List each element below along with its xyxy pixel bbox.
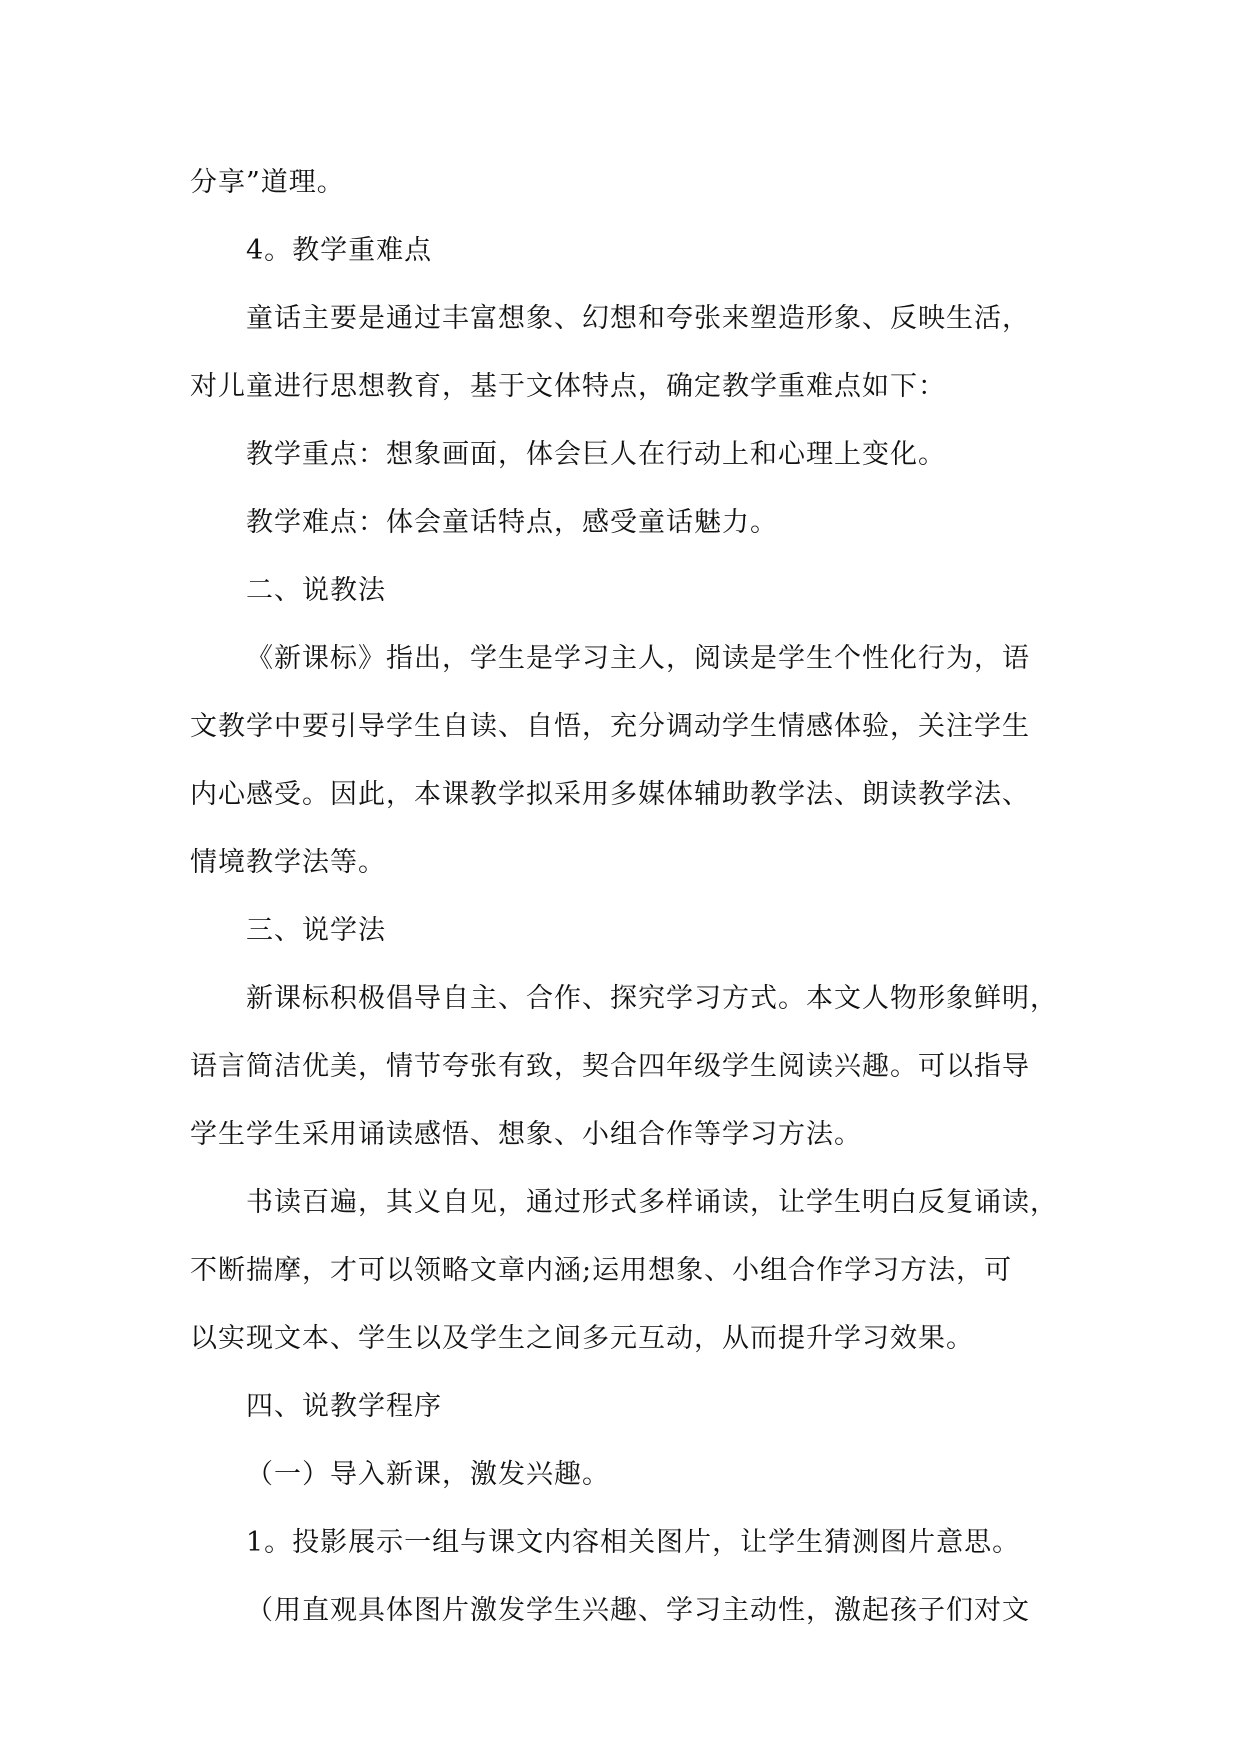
- text-line: 对儿童进行思想教育，基于文体特点，确定教学重难点如下：: [190, 371, 946, 402]
- text-line: 语言简洁优美，情节夸张有致，契合四年级学生阅读兴趣。可以指导: [190, 1051, 1030, 1082]
- text-line: （用直观具体图片激发学生兴趣、学习主动性，激起孩子们对文: [246, 1595, 1030, 1626]
- section-heading: 4。教学重难点: [246, 235, 433, 266]
- text-line: 童话主要是通过丰富想象、幻想和夸张来塑造形象、反映生活，: [246, 303, 1030, 334]
- text-line: 学生学生采用诵读感悟、想象、小组合作等学习方法。: [190, 1119, 862, 1150]
- text-line: 分享”道理。: [190, 167, 345, 198]
- section-heading: 三、说学法: [246, 915, 386, 946]
- text-line: 不断揣摩，才可以领略文章内涵;运用想象、小组合作学习方法，可: [190, 1255, 1013, 1286]
- subsection-heading: （一）导入新课，激发兴趣。: [246, 1459, 610, 1490]
- text-line: 以实现文本、学生以及学生之间多元互动，从而提升学习效果。: [190, 1323, 974, 1354]
- text-line: 内心感受。因此，本课教学拟采用多媒体辅助教学法、朗读教学法、: [190, 779, 1030, 810]
- section-heading: 二、说教法: [246, 575, 386, 606]
- text-line: 教学难点：体会童话特点，感受童话魅力。: [246, 507, 778, 538]
- section-heading: 四、说教学程序: [246, 1391, 442, 1422]
- text-line: 《新课标》指出，学生是学习主人，阅读是学生个性化行为，语: [246, 643, 1030, 674]
- text-line: 情境教学法等。: [190, 847, 386, 878]
- text-line: 文教学中要引导学生自读、自悟，充分调动学生情感体验，关注学生: [190, 711, 1030, 742]
- text-line: 新课标积极倡导自主、合作、探究学习方式。本文人物形象鲜明，: [246, 983, 1058, 1014]
- text-line: 书读百遍，其义自见，通过形式多样诵读，让学生明白反复诵读，: [246, 1187, 1058, 1218]
- text-line: 1。投影展示一组与课文内容相关图片，让学生猜测图片意思。: [246, 1527, 1021, 1558]
- text-line: 教学重点：想象画面，体会巨人在行动上和心理上变化。: [246, 439, 946, 470]
